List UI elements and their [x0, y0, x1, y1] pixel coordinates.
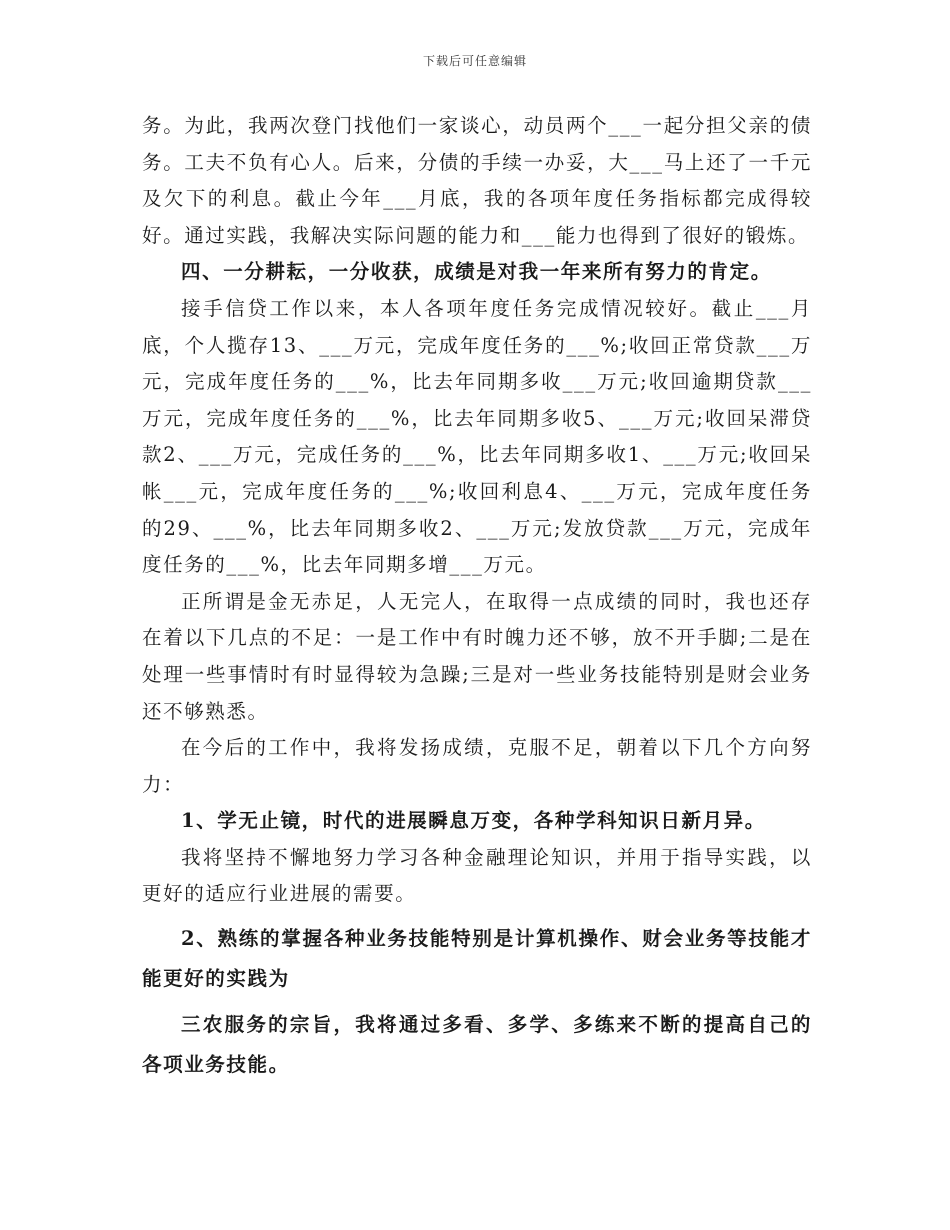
paragraph-task-completion: 接手信贷工作以来，本人各项年度任务完成情况较好。截止___月底，个人揽存13、___万元，完成年度任务的___%;收回正常贷款___万元，完成年度任务的___%，比去年同期多收___万元;收回逾期贷款___万元，完成年度任务的___%，比去年同期多收5、___万元;收回呆滞贷款2、___万元，完成任务的___%，比去年同期多收1、___万元;收回呆帐___元，完成年度任务的___%;收回利息4、___万元，完成年度任务的29、___%，比去年同期多收2、___万元;发放贷款___万元，完成年度任务的___%，比去年同期多增___万元。	[142, 296, 812, 577]
page-header: 下载后可任意编辑	[422, 54, 527, 68]
section-heading-four: 四、一分耕耘，一分收获，成绩是对我一年来所有努力的肯定。	[181, 260, 772, 284]
paragraph-debt-story: 务。为此，我两次登门找他们一家谈心，动员两个___一起分担父亲的债务。工夫不负有心人。后来，分债的手续一办妥，大___马上还了一千元及欠下的利息。截止今年___月底，我的各项年度任务指标都完成得较好。通过实践，我解决实际问题的能力和___能力也得到了很好的锻炼。	[142, 114, 812, 247]
paragraph-learning: 我将坚持不懈地努力学习各种金融理论知识，并用于指导实践，以更好的适应行业进展的需要。	[142, 845, 812, 906]
paragraph-service-skills: 三农服务的宗旨，我将通过多看、多学、多练来不断的提高自己的各项业务技能。	[142, 1013, 812, 1077]
paragraph-shortcomings: 正所谓是金无赤足，人无完人，在取得一点成绩的同时，我也还存在着以下几点的不足：一是工作中有时魄力还不够，放不开手脚;二是在处理一些事情时有时显得较为急躁;三是对一些业务技能特别是财会业务还不够熟悉。	[142, 589, 812, 723]
document-body	[142, 108, 812, 1085]
heading-point-two: 2、熟练的掌握各种业务技能特别是计算机操作、财会业务等技能才能更好的实践为	[142, 927, 812, 991]
heading-point-one: 1、学无止镜，时代的进展瞬息万变，各种学科知识日新月异。	[181, 809, 766, 833]
paragraph-future-directions: 在今后的工作中，我将发扬成绩，克服不足，朝着以下几个方向努力：	[142, 736, 812, 796]
